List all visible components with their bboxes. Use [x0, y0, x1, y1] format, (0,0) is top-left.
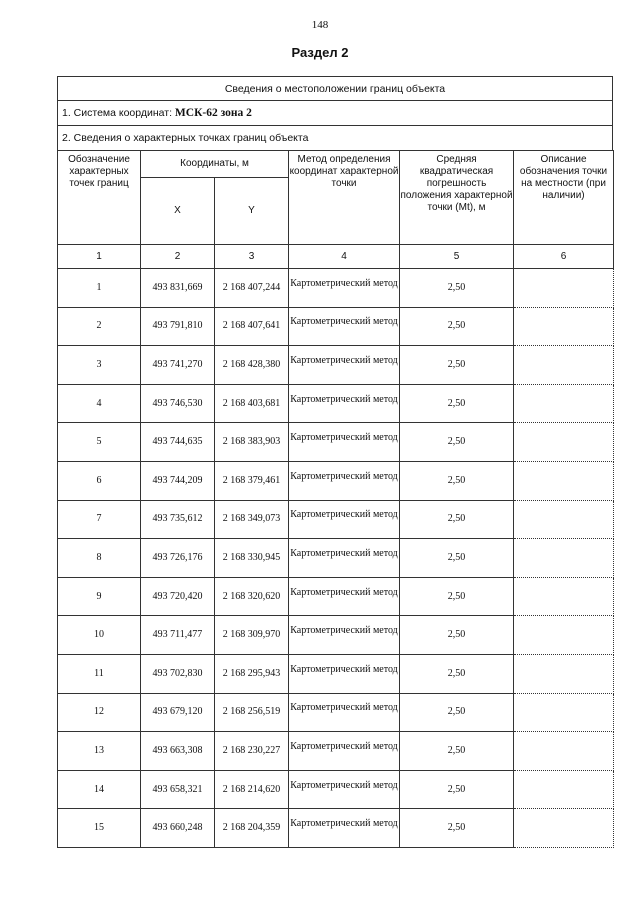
- column-number-row: [58, 245, 614, 269]
- description-cell: [514, 461, 614, 500]
- point-number-cell: 10: [58, 616, 141, 655]
- y-coordinate-cell: 2 168 379,461: [215, 461, 289, 500]
- table-row: [58, 770, 614, 809]
- x-coordinate-cell: 493 711,477: [141, 616, 215, 655]
- table-row: [58, 423, 614, 462]
- y-coordinate-cell: 2 168 320,620: [215, 577, 289, 616]
- description-cell: [514, 693, 614, 732]
- table-row: [58, 693, 614, 732]
- description-cell: [514, 770, 614, 809]
- point-number-cell: 2: [58, 307, 141, 346]
- x-coordinate-cell: 493 658,321: [141, 770, 215, 809]
- method-cell: [289, 384, 400, 423]
- method-cell: [289, 269, 400, 308]
- method-text: Картометрический метод: [290, 316, 398, 328]
- header-y: Y: [215, 178, 289, 245]
- y-coordinate-cell: 2 168 407,244: [215, 269, 289, 308]
- y-coordinate-cell: 2 168 330,945: [215, 539, 289, 578]
- error-cell: 2,50: [400, 461, 514, 500]
- error-cell: 2,50: [400, 616, 514, 655]
- method-text: Картометрический метод: [290, 354, 398, 366]
- error-cell: 2,50: [400, 654, 514, 693]
- method-text: Картометрический метод: [290, 740, 398, 752]
- header-description: Описание обозначения точки на местности (при наличии): [514, 151, 614, 245]
- error-cell: 2,50: [400, 809, 514, 848]
- description-cell: [514, 384, 614, 423]
- error-cell: 2,50: [400, 384, 514, 423]
- point-number-cell: 1: [58, 269, 141, 308]
- point-number-cell: 13: [58, 732, 141, 771]
- column-number: 2: [141, 245, 215, 269]
- point-number-cell: 7: [58, 500, 141, 539]
- method-text: Картометрический метод: [290, 702, 398, 714]
- method-text: Картометрический метод: [290, 779, 398, 791]
- page-number: 148: [311, 19, 329, 31]
- method-text: Картометрический метод: [290, 470, 398, 482]
- section-title: Раздел 2: [291, 45, 349, 60]
- y-coordinate-cell: 2 168 230,227: [215, 732, 289, 771]
- table-row: [58, 346, 614, 385]
- x-coordinate-cell: 493 720,420: [141, 577, 215, 616]
- method-text: Картометрический метод: [290, 547, 398, 559]
- method-cell: [289, 461, 400, 500]
- method-cell: [289, 809, 400, 848]
- x-coordinate-cell: 493 726,176: [141, 539, 215, 578]
- method-cell: [289, 616, 400, 655]
- column-number: 3: [215, 245, 289, 269]
- error-cell: 2,50: [400, 423, 514, 462]
- x-coordinate-cell: 493 663,308: [141, 732, 215, 771]
- x-coordinate-cell: 493 831,669: [141, 269, 215, 308]
- method-cell: [289, 693, 400, 732]
- method-text: Картометрический метод: [290, 509, 398, 521]
- y-coordinate-cell: 2 168 383,903: [215, 423, 289, 462]
- description-cell: [514, 616, 614, 655]
- x-coordinate-cell: 493 744,635: [141, 423, 215, 462]
- y-coordinate-cell: 2 168 204,359: [215, 809, 289, 848]
- method-text: Картометрический метод: [290, 277, 398, 289]
- error-cell: 2,50: [400, 500, 514, 539]
- description-cell: [514, 654, 614, 693]
- description-cell: [514, 346, 614, 385]
- x-coordinate-cell: 493 660,248: [141, 809, 215, 848]
- table-row: [58, 654, 614, 693]
- header-method: Метод определения координат характерной точки: [289, 151, 400, 245]
- point-number-cell: 3: [58, 346, 141, 385]
- error-cell: 2,50: [400, 307, 514, 346]
- header-point-designation: Обозначение характерных точек границ: [58, 151, 141, 245]
- description-cell: [514, 423, 614, 462]
- table-row: [58, 384, 614, 423]
- description-cell: [514, 500, 614, 539]
- method-cell: [289, 577, 400, 616]
- description-cell: [514, 809, 614, 848]
- method-cell: [289, 346, 400, 385]
- point-number-cell: 14: [58, 770, 141, 809]
- method-cell: [289, 654, 400, 693]
- x-coordinate-cell: 493 791,810: [141, 307, 215, 346]
- y-coordinate-cell: 2 168 295,943: [215, 654, 289, 693]
- method-text: Картометрический метод: [290, 625, 398, 637]
- error-cell: 2,50: [400, 693, 514, 732]
- error-cell: 2,50: [400, 770, 514, 809]
- error-cell: 2,50: [400, 269, 514, 308]
- point-number-cell: 4: [58, 384, 141, 423]
- method-cell: [289, 307, 400, 346]
- error-cell: 2,50: [400, 346, 514, 385]
- point-number-cell: 12: [58, 693, 141, 732]
- points-table: [57, 150, 614, 848]
- table-row: [58, 616, 614, 655]
- boundary-table-frame: [57, 76, 613, 848]
- method-cell: [289, 732, 400, 771]
- point-number-cell: 5: [58, 423, 141, 462]
- table-row: [58, 307, 614, 346]
- error-cell: 2,50: [400, 577, 514, 616]
- y-coordinate-cell: 2 168 214,620: [215, 770, 289, 809]
- description-cell: [514, 539, 614, 578]
- method-text: Картометрический метод: [290, 818, 398, 830]
- y-coordinate-cell: 2 168 256,519: [215, 693, 289, 732]
- x-coordinate-cell: 493 702,830: [141, 654, 215, 693]
- method-cell: [289, 500, 400, 539]
- method-text: Картометрический метод: [290, 663, 398, 675]
- y-coordinate-cell: 2 168 309,970: [215, 616, 289, 655]
- y-coordinate-cell: 2 168 428,380: [215, 346, 289, 385]
- coord-system-label: 1. Система координат:: [62, 107, 172, 119]
- table-row: [58, 269, 614, 308]
- point-number-cell: 15: [58, 809, 141, 848]
- table-row: [58, 539, 614, 578]
- column-number: 5: [400, 245, 514, 269]
- point-number-cell: 8: [58, 539, 141, 578]
- y-coordinate-cell: 2 168 403,681: [215, 384, 289, 423]
- x-coordinate-cell: 493 735,612: [141, 500, 215, 539]
- table-caption: Сведения о местоположении границ объекта: [57, 76, 613, 100]
- table-row: [58, 500, 614, 539]
- table-row: [58, 577, 614, 616]
- description-cell: [514, 269, 614, 308]
- coord-system-value: МСК-62 зона 2: [174, 107, 252, 119]
- method-cell: [289, 770, 400, 809]
- header-coordinates: Координаты, м: [141, 151, 289, 178]
- description-cell: [514, 732, 614, 771]
- method-text: Картометрический метод: [290, 393, 398, 405]
- y-coordinate-cell: 2 168 349,073: [215, 500, 289, 539]
- error-cell: 2,50: [400, 539, 514, 578]
- x-coordinate-cell: 493 746,530: [141, 384, 215, 423]
- points-section-label: 2. Сведения о характерных точках границ объекта: [57, 125, 613, 150]
- coord-system-row: [57, 100, 613, 125]
- point-number-cell: 11: [58, 654, 141, 693]
- points-table-body: [58, 269, 614, 848]
- table-row: [58, 809, 614, 848]
- column-number: 6: [514, 245, 614, 269]
- table-row: [58, 461, 614, 500]
- y-coordinate-cell: 2 168 407,641: [215, 307, 289, 346]
- method-cell: [289, 423, 400, 462]
- header-error: Средняя квадратическая погрешность положения характерной точки (Mt), м: [400, 151, 514, 245]
- x-coordinate-cell: 493 741,270: [141, 346, 215, 385]
- x-coordinate-cell: 493 679,120: [141, 693, 215, 732]
- point-number-cell: 6: [58, 461, 141, 500]
- table-row: [58, 732, 614, 771]
- header-x: X: [141, 178, 215, 245]
- method-text: Картометрический метод: [290, 586, 398, 598]
- x-coordinate-cell: 493 744,209: [141, 461, 215, 500]
- description-cell: [514, 577, 614, 616]
- error-cell: 2,50: [400, 732, 514, 771]
- column-number: 1: [58, 245, 141, 269]
- point-number-cell: 9: [58, 577, 141, 616]
- method-cell: [289, 539, 400, 578]
- column-number: 4: [289, 245, 400, 269]
- description-cell: [514, 307, 614, 346]
- method-text: Картометрический метод: [290, 432, 398, 444]
